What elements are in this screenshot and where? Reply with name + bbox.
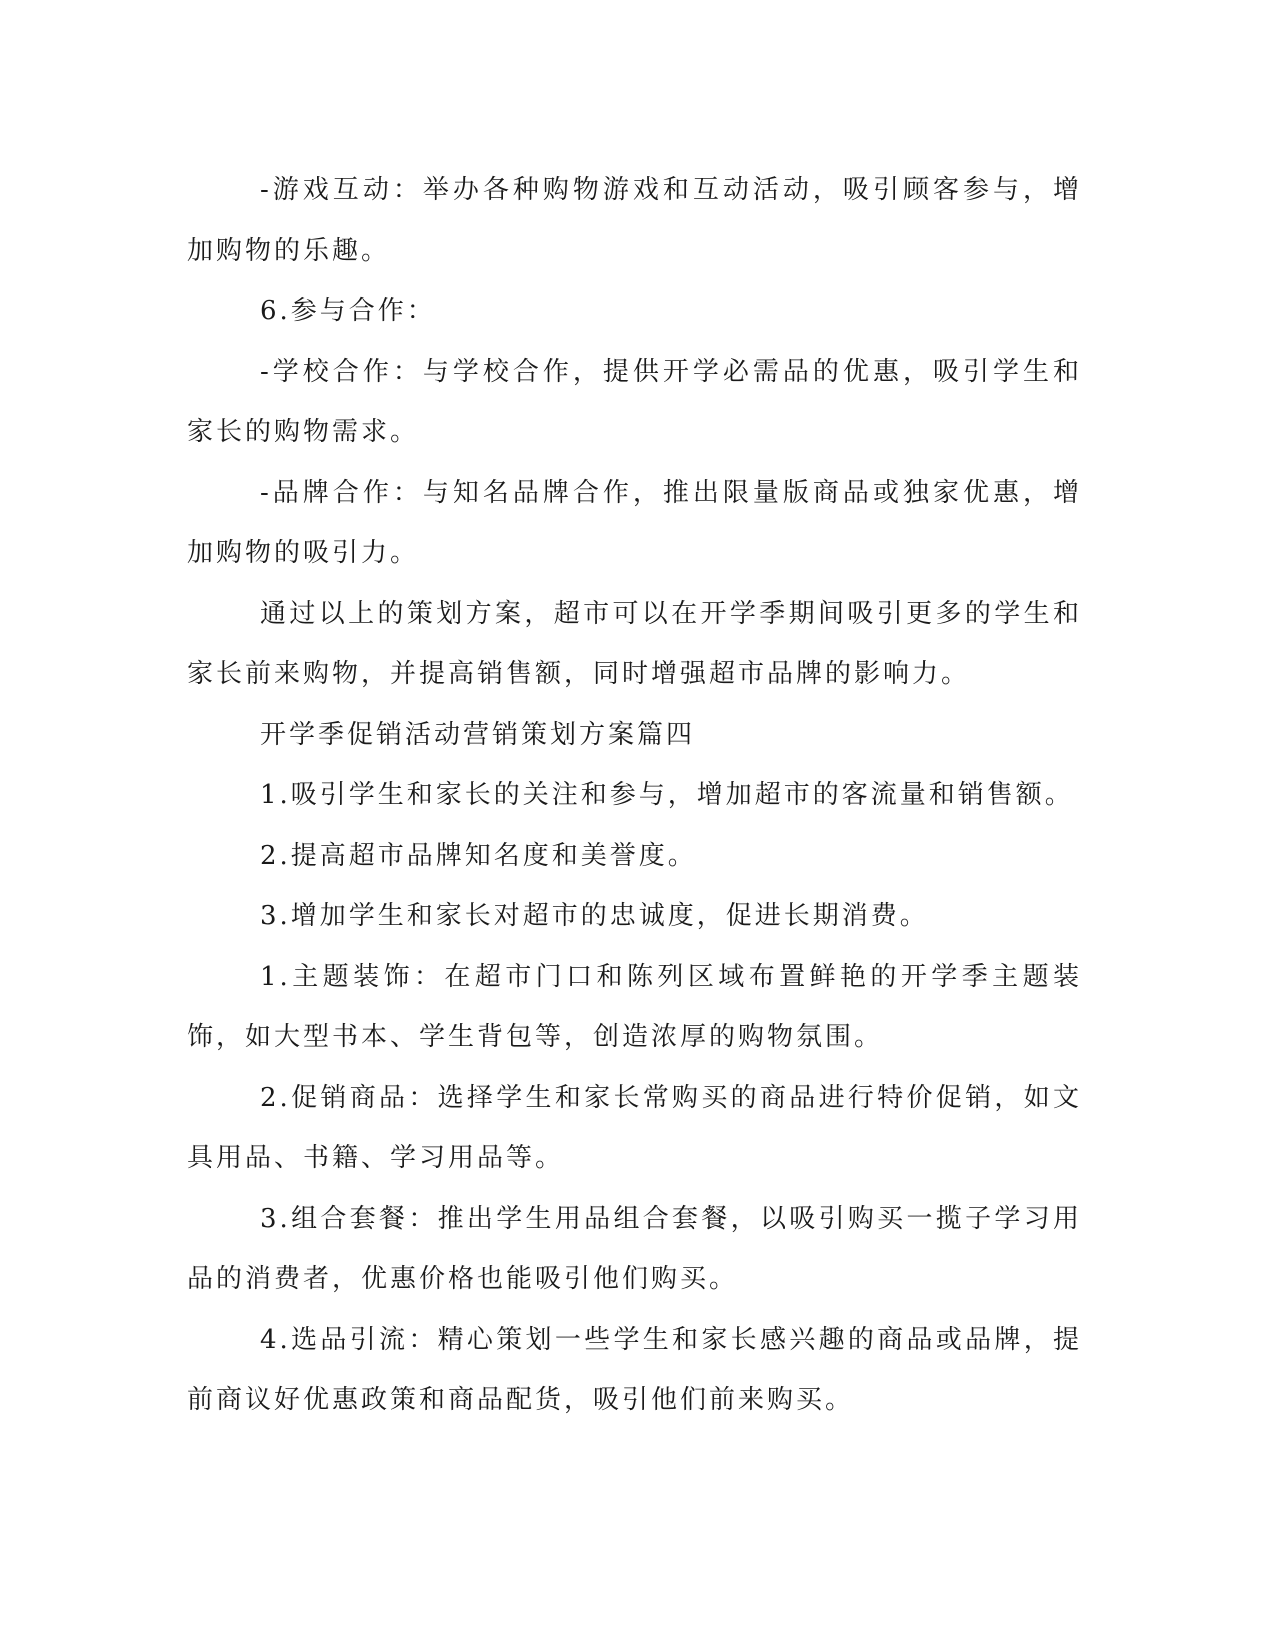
section-heading-part-four: 开学季促销活动营销策划方案篇四 xyxy=(260,719,696,750)
paragraph-conclusion: 通过以上的策划方案，超市可以在开学季期间吸引更多的学生和家长前来购物，并提高销售额，同时增强超市品牌的影响力。 xyxy=(187,598,1082,689)
paragraph-goal-1: 1.吸引学生和家长的关注和参与，增加超市的客流量和销售额。 xyxy=(260,780,1074,810)
paragraph-game-interaction: -游戏互动：举办各种购物游戏和互动活动，吸引顾客参与，增加购物的乐趣。 xyxy=(187,175,1082,266)
document-body xyxy=(187,160,1082,1431)
paragraph-promo-goods: 2.促销商品：选择学生和家长常购买的商品进行特价促销，如文具用品、书籍、学习用品等。 xyxy=(187,1082,1082,1173)
paragraph-brand-cooperation: -品牌合作：与知名品牌合作，推出限量版商品或独家优惠，增加购物的吸引力。 xyxy=(187,477,1082,568)
paragraph-school-cooperation: -学校合作：与学校合作，提供开学必需品的优惠，吸引学生和家长的购物需求。 xyxy=(187,356,1082,447)
paragraph-product-selection: 4.选品引流：精心策划一些学生和家长感兴趣的商品或品牌，提前商议好优惠政策和商品配货，吸引他们前来购买。 xyxy=(187,1324,1082,1415)
paragraph-combo-package: 3.组合套餐：推出学生用品组合套餐，以吸引购买一揽子学习用品的消费者，优惠价格也能吸引他们购买。 xyxy=(187,1203,1082,1294)
paragraph-theme-decoration: 1.主题装饰：在超市门口和陈列区域布置鲜艳的开学季主题装饰，如大型书本、学生背包等，创造浓厚的购物氛围。 xyxy=(187,961,1082,1052)
paragraph-cooperation-heading: 6.参与合作： xyxy=(260,296,436,326)
paragraph-goal-2: 2.提高超市品牌知名度和美誉度。 xyxy=(260,840,697,871)
paragraph-goal-3: 3.增加学生和家长对超市的忠诚度，促进长期消费。 xyxy=(260,901,929,931)
